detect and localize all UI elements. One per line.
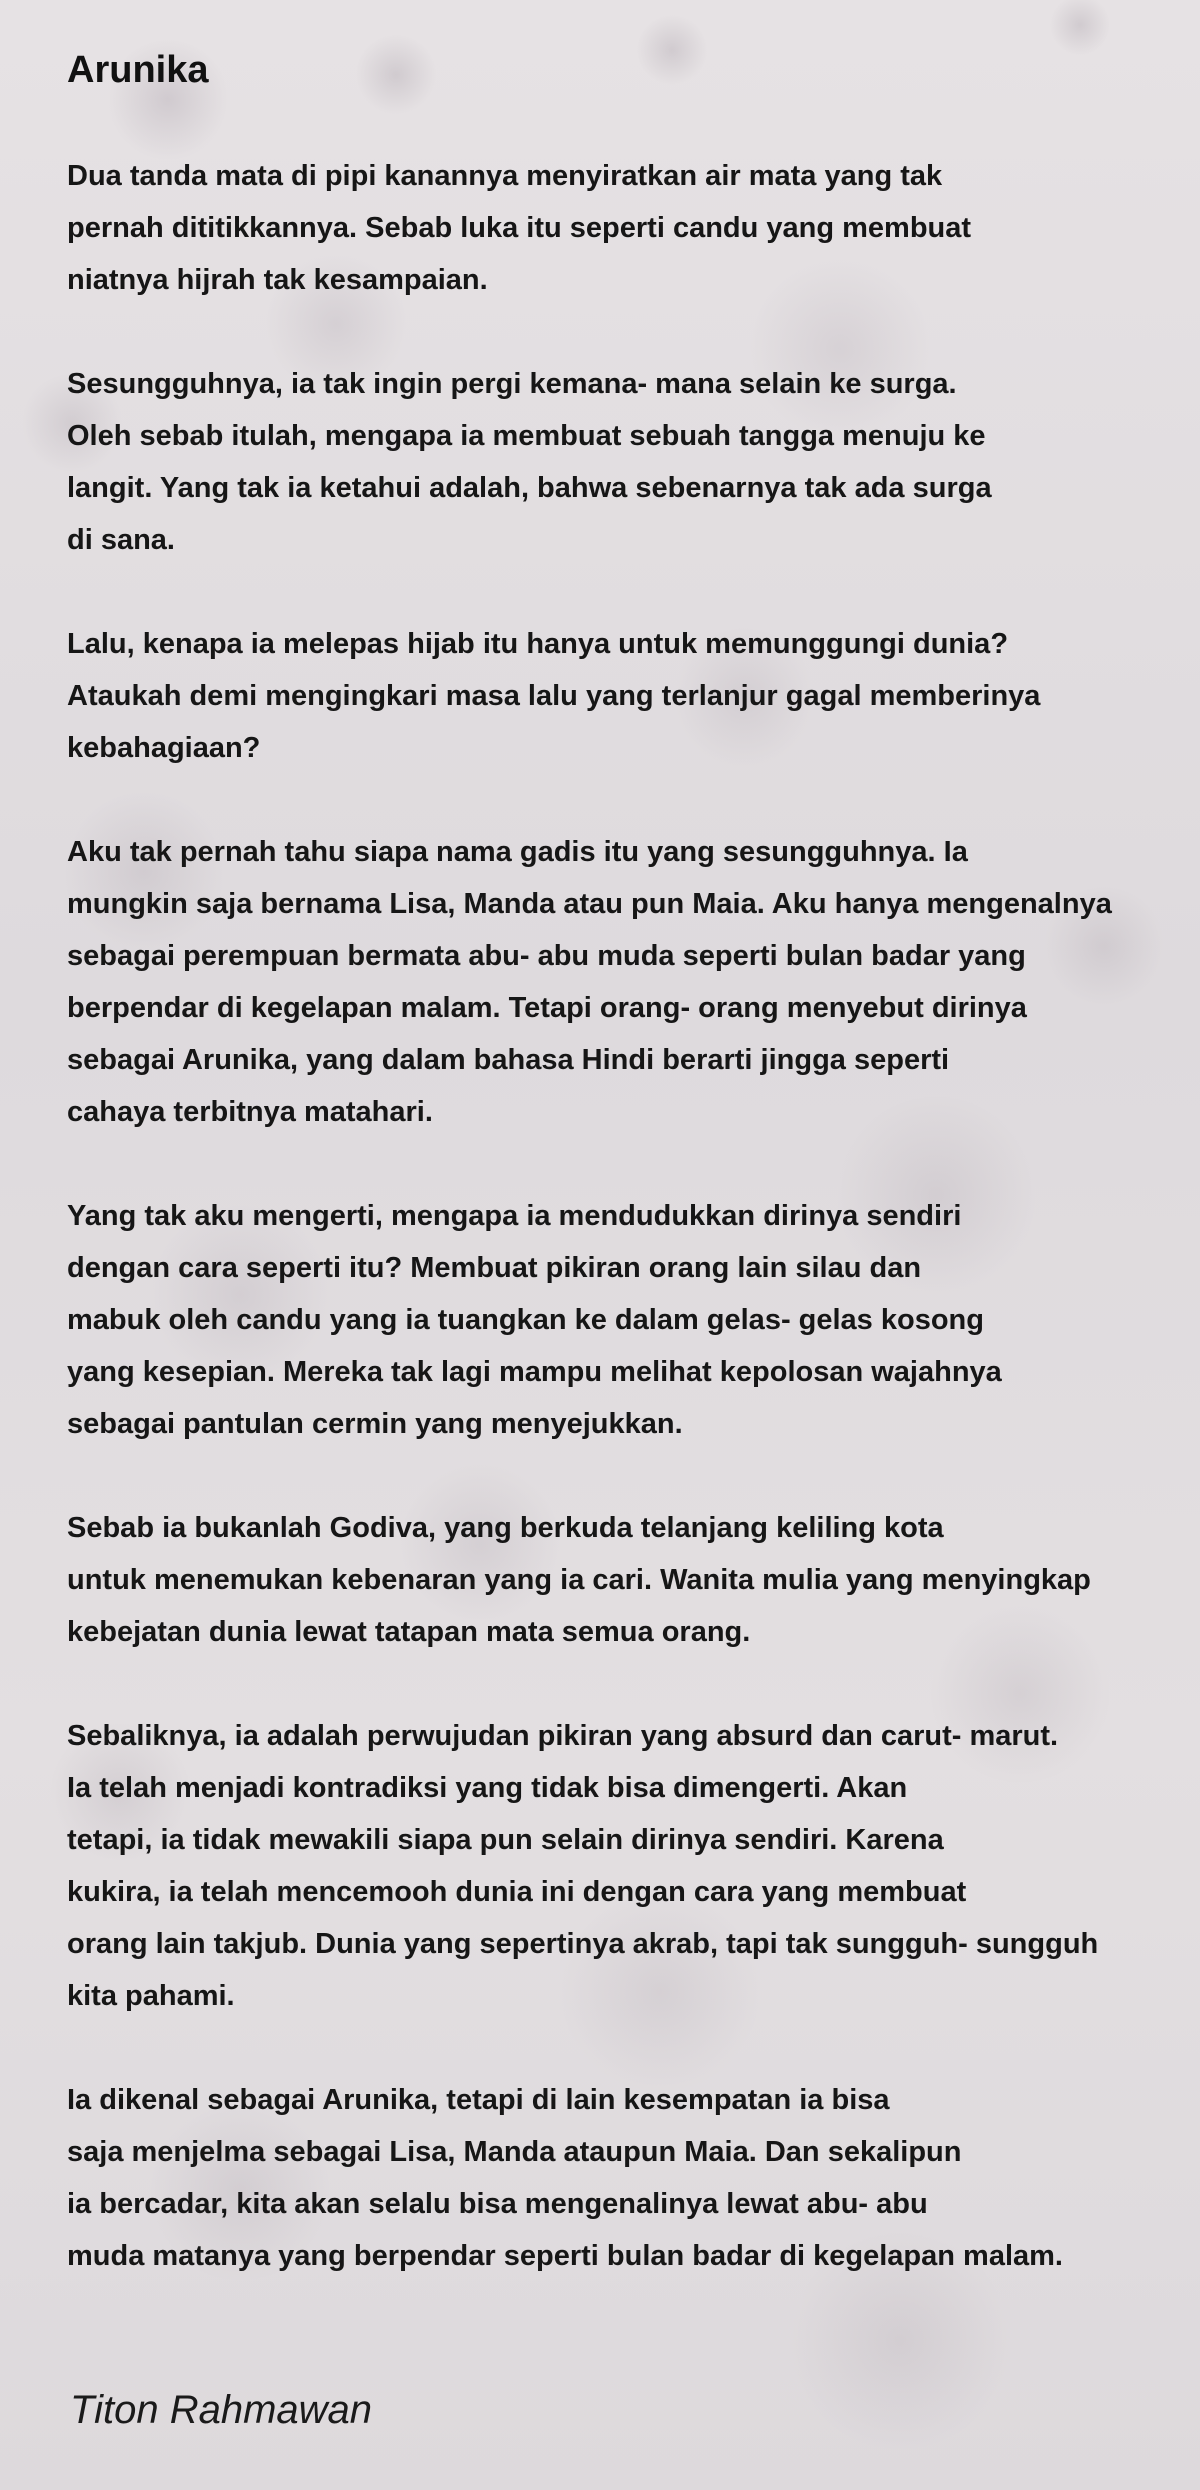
poem-title: Arunika: [67, 49, 209, 91]
poem-line: Aku tak pernah tahu siapa nama gadis itu yang sesungguhnya. Ia: [67, 836, 968, 868]
poem-author: Titon Rahmawan: [70, 2388, 373, 2432]
poem-line: untuk menemukan kebenaran yang ia cari. Wanita mulia yang menyingkap: [67, 1564, 1091, 1596]
poem-body: [67, 150, 1192, 2334]
stanza-5: [67, 1190, 1192, 1450]
poem-line: kukira, ia telah mencemooh dunia ini dengan cara yang membuat: [67, 1876, 967, 1908]
poem-line: di sana.: [67, 524, 175, 556]
poem-line: pernah dititikkannya. Sebab luka itu seperti candu yang membuat: [67, 212, 972, 244]
poem-line: yang kesepian. Mereka tak lagi mampu melihat kepolosan wajahnya: [67, 1356, 1002, 1388]
poem-line: dengan cara seperti itu? Membuat pikiran orang lain silau dan: [67, 1252, 922, 1284]
poem-line: langit. Yang tak ia ketahui adalah, bahwa sebenarnya tak ada surga: [67, 472, 992, 504]
poem-line: berpendar di kegelapan malam. Tetapi orang- orang menyebut dirinya: [67, 992, 1027, 1024]
stanza-6: [67, 1502, 1192, 1658]
poem-line: sebagai pantulan cermin yang menyejukkan.: [67, 1408, 683, 1440]
poem-line: Sebab ia bukanlah Godiva, yang berkuda telanjang keliling kota: [67, 1512, 944, 1544]
poem-line: mungkin saja bernama Lisa, Manda atau pun Maia. Aku hanya mengenalnya: [67, 888, 1112, 920]
poem-line: Ia dikenal sebagai Arunika, tetapi di lain kesempatan ia bisa: [67, 2084, 890, 2116]
poem-line: tetapi, ia tidak mewakili siapa pun selain dirinya sendiri. Karena: [67, 1824, 944, 1856]
poem-line: muda matanya yang berpendar seperti bulan badar di kegelapan malam.: [67, 2240, 1063, 2272]
poem-line: kebahagiaan?: [67, 732, 261, 764]
poem-line: niatnya hijrah tak kesampaian.: [67, 264, 488, 296]
poem-line: Oleh sebab itulah, mengapa ia membuat sebuah tangga menuju ke: [67, 420, 986, 452]
poem-line: cahaya terbitnya matahari.: [67, 1096, 433, 1128]
poem-line: Sesungguhnya, ia tak ingin pergi kemana- mana selain ke surga.: [67, 368, 957, 400]
stanza-7: [67, 1710, 1192, 2022]
stanza-3: [67, 618, 1192, 774]
poem-line: ia bercadar, kita akan selalu bisa mengenalinya lewat abu- abu: [67, 2188, 928, 2220]
poem-line: orang lain takjub. Dunia yang sepertinya akrab, tapi tak sungguh- sungguh: [67, 1928, 1099, 1960]
poem-line: Ia telah menjadi kontradiksi yang tidak bisa dimengerti. Akan: [67, 1772, 908, 1804]
poem-line: kebejatan dunia lewat tatapan mata semua orang.: [67, 1616, 751, 1648]
poem-line: Ataukah demi mengingkari masa lalu yang terlanjur gagal memberinya: [67, 680, 1041, 712]
stanza-4: [67, 826, 1192, 1138]
stanza-8: [67, 2074, 1192, 2282]
poem-line: sebagai perempuan bermata abu- abu muda seperti bulan badar yang: [67, 940, 1026, 972]
stanza-1: [67, 150, 1192, 306]
poem-line: Dua tanda mata di pipi kanannya menyiratkan air mata yang tak: [67, 160, 943, 192]
poem-line: Lalu, kenapa ia melepas hijab itu hanya untuk memunggungi dunia?: [67, 628, 1009, 660]
poem-line: mabuk oleh candu yang ia tuangkan ke dalam gelas- gelas kosong: [67, 1304, 984, 1336]
poem-line: kita pahami.: [67, 1980, 235, 2012]
poem-line: Yang tak aku mengerti, mengapa ia mendudukkan dirinya sendiri: [67, 1200, 962, 1232]
poem-line: saja menjelma sebagai Lisa, Manda ataupun Maia. Dan sekalipun: [67, 2136, 962, 2168]
poem-line: sebagai Arunika, yang dalam bahasa Hindi berarti jingga seperti: [67, 1044, 950, 1076]
poem-line: Sebaliknya, ia adalah perwujudan pikiran yang absurd dan carut- marut.: [67, 1720, 1059, 1752]
stanza-2: [67, 358, 1192, 566]
